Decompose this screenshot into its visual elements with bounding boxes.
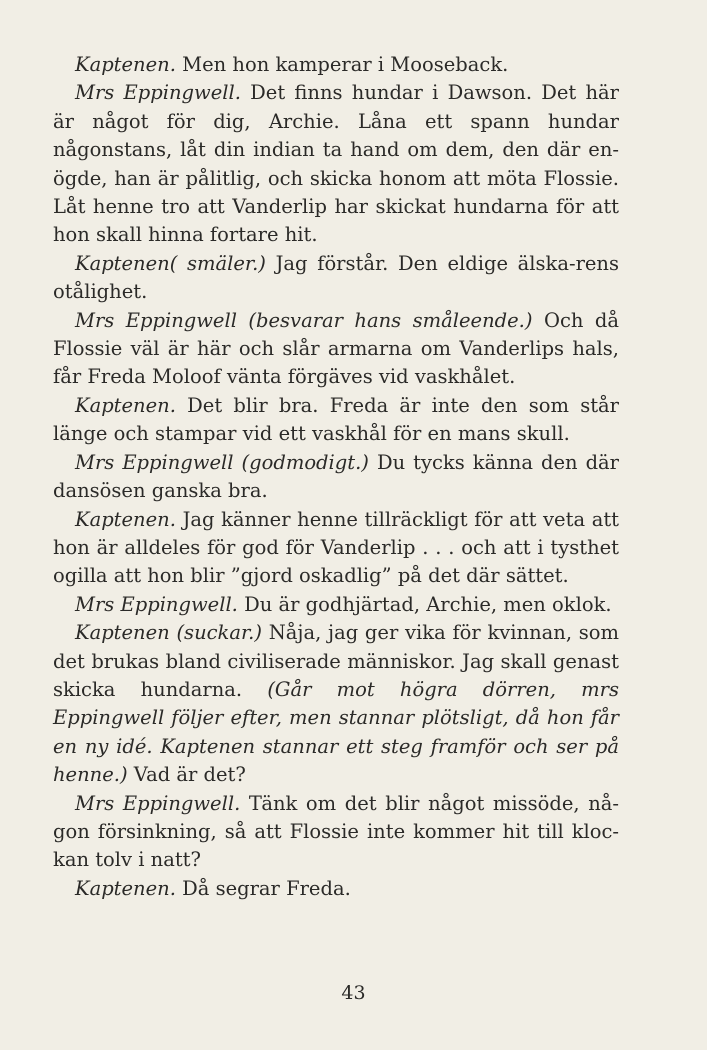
dialogue-paragraph (53, 392, 619, 449)
speaker-name: Kaptenen (suckar.) (75, 621, 262, 645)
dialogue-paragraph (53, 506, 619, 591)
speaker-name: Mrs Eppingwell (godmodigt.) (75, 450, 369, 474)
dialogue-paragraph (53, 449, 619, 506)
dialogue-text: Men hon kamperar i Mooseback. (182, 53, 509, 76)
dialogue-text: Då segrar Freda. (182, 876, 351, 900)
dialogue-text: Och då Flossie väl är här och slår armarna om Vanderlips hals, får Freda Moloof vänta förgäves vid vaskhålet. (53, 308, 619, 389)
dialogue-paragraph (53, 875, 619, 903)
dialogue-text: Det finns hundar i Dawson. Det här är något för dig, Archie. Låna ett spann hundar någonstans, låt din indian ta hand om dem, den där en-ögde, han är pålitlig, och skicka honom att möta Flossie. Låt henne tro att Vanderlip har skickat hundarna för att hon skall hinna fortare hit. (53, 81, 620, 247)
dialogue-text: Nåja, jag ger vika för kvinnan, som det brukas bland civiliserade människor. Jag skall genast skicka hundarna. (53, 621, 620, 701)
dialogue-text: Jag förstår. Den eldige älska-rens otålighet. (53, 251, 620, 304)
dialogue-paragraph (53, 250, 619, 307)
speaker-name: Mrs Eppingwell. (75, 81, 241, 105)
speaker-name: Kaptenen. (75, 876, 176, 900)
dialogue-text: Vad är det? (133, 763, 246, 787)
page-number: 43 (341, 982, 366, 1004)
dialogue-text: Jag känner henne tillräckligt för att veta att hon är alldeles för god för Vanderlip . . . och att i tysthet ogilla att hon blir ”gjord oskadlig” på det där sättet. (53, 507, 619, 588)
dialogue-paragraph (53, 307, 619, 392)
speaker-name: Mrs Eppingwell (besvarar hans småleende.) (75, 308, 533, 332)
dialogue-paragraph (53, 591, 619, 619)
dialogue-text: Det blir bra. Freda är inte den som står länge och stampar vid ett vaskhål för en mans skull. (53, 393, 619, 446)
speaker-name: Kaptenen. (75, 53, 176, 76)
dialogue-paragraph (53, 790, 619, 875)
dialogue-text: Du tycks känna den där dansösen ganska bra. (53, 450, 620, 503)
speaker-name: Kaptenen( smäler.) (75, 251, 266, 275)
book-page-text (53, 51, 619, 903)
speaker-name: Kaptenen. (75, 507, 176, 531)
dialogue-paragraph (53, 619, 619, 789)
stage-direction: (Går mot högra dörren, mrs Eppingwell följer efter, men stannar plötsligt, då hon får en ny idé. Kaptenen stannar ett steg framför och ser på henne.) (53, 677, 619, 787)
speaker-name: Kaptenen. (75, 393, 176, 417)
dialogue-paragraph (53, 51, 619, 79)
dialogue-text: Tänk om det blir något missöde, nå-gon försinkning, så att Flossie inte kommer hit till kloc-kan tolv i natt? (53, 791, 620, 872)
dialogue-text: Du är godhjärtad, Archie, men oklok. (244, 592, 612, 616)
speaker-name: Mrs Eppingwell. (75, 592, 238, 616)
dialogue-paragraph (53, 79, 619, 249)
speaker-name: Mrs Eppingwell. (75, 791, 241, 815)
